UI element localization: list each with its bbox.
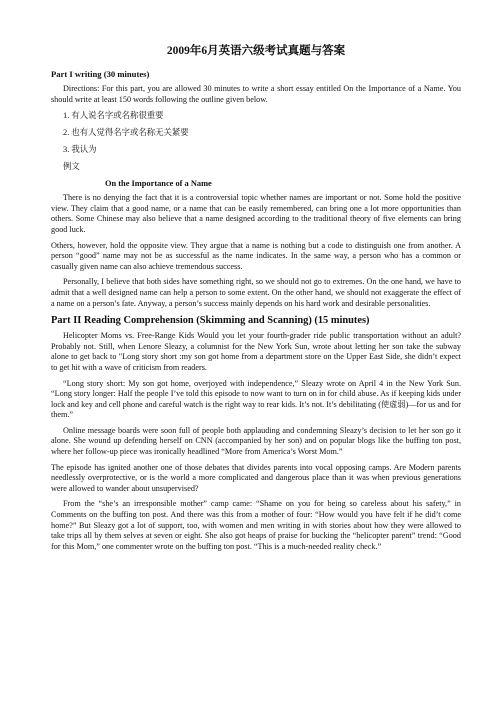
- part1-heading: Part I writing (30 minutes): [51, 69, 150, 79]
- reading-paragraph-1: Helicopter Moms vs. Free-Range Kids Would you let your fourth-grader ride public transportation without an adult? Probably not. Still, when Lenore Sleazy, a columnist for the New York Sun, wrote about letting her son take the subway alone to get back to "Long story short :my son got home from a department store on the Upper East Side, she didn’t expect to get hit with a wave of criticism from readers.: [51, 331, 461, 372]
- essay-title: On the Importance of a Name: [105, 179, 212, 189]
- essay-paragraph-2: Others, however, hold the opposite view. They argue that a name is nothing but a code to distinguish one from another. A person “good” name may not be as successful as the name indicates. In the same way, a person who has a common or casually given name can also achieve tremendous success.: [51, 240, 461, 271]
- document-content: [51, 44, 461, 557]
- reading-paragraph-5: From the “she’s an irresponsible mother” camp came: “Shame on you for being so careless about his safety,” in Comments on the buffing ton post. And there was this from a mother of four: “How would you have felt if he did’t come home?” But Sleazy got a lot of support, too, with women and men writing in with stories about how they were allowed to take trips all by them selves at seven or eight. She also got heaps of praise for bucking the “helicopter parent” trend: “Good for this Mom,” one commenter wrote on the buffing ton post. “This is a much-needed reality check.”: [51, 499, 461, 551]
- outline-item-1: 1. 有人说名字或名称很重要: [63, 111, 164, 121]
- reading-paragraph-4: The episode has ignited another one of those debates that divides parents into vocal opposing camps. Are Modern parents needlessly overprotective, or is the world a more complicated and dangerous place than it was when previous generations were allowed to wander about unsupervised?: [51, 462, 461, 493]
- example-label: 例文: [63, 162, 80, 172]
- outline-item-2: 2. 也有人觉得名字或名称无关紧要: [63, 128, 189, 138]
- reading-paragraph-2: “Long story short: My son got home, overjoyed with independence,” Sleazy wrote on April 4 in the New York Sun. “Long story longer: Half the people I’ve told this episode to now want to turn on in for child abuse. As if keeping kids under lock and key and cell phone and careful watch is the right way to rear kids. It’s not. It’s debilitating (使虚弱)—for us and for them.”: [51, 378, 461, 420]
- essay-paragraph-1: There is no denying the fact that it is a controversial topic whether names are important or not. Some hold the positive view. They claim that a good name, or a name that can be easily remembered, can bring one a lot more opportunities than others. Some Chinese may also believe that a name designed according to the traditional theory of five elements can bring good luck.: [51, 193, 461, 234]
- outline-item-3: 3. 我认为: [63, 145, 97, 155]
- part1-directions: Directions: For this part, you are allowed 30 minutes to write a short essay entitled On the Importance of a Name. You should write at least 150 words following the outline given below.: [51, 84, 461, 104]
- essay-paragraph-3: Personally, I believe that both sides have something right, so we should not go to extremes. On the one hand, we have to admit that a well designed name can help a person to some extent. On the other hand, we should not exaggerate the effect of a name on a person’s fate. Anyway, a person’s success mainly depends on his hard work and desirable personalities.: [51, 277, 461, 308]
- part2-heading: Part II Reading Comprehension (Skimming and Scanning) (15 minutes): [51, 315, 370, 327]
- page-title: 2009年6月英语六级考试真题与答案: [166, 45, 346, 57]
- reading-paragraph-3: Online message boards were soon full of people both applauding and condemning Sleazy’s decision to let her son go it alone. She wound up defending herself on CNN (accompanied by her son) and on popular blogs like the buffing ton post, where her follow-up piece was ironically headlined “More from America’s Worst Mom.”: [51, 425, 461, 457]
